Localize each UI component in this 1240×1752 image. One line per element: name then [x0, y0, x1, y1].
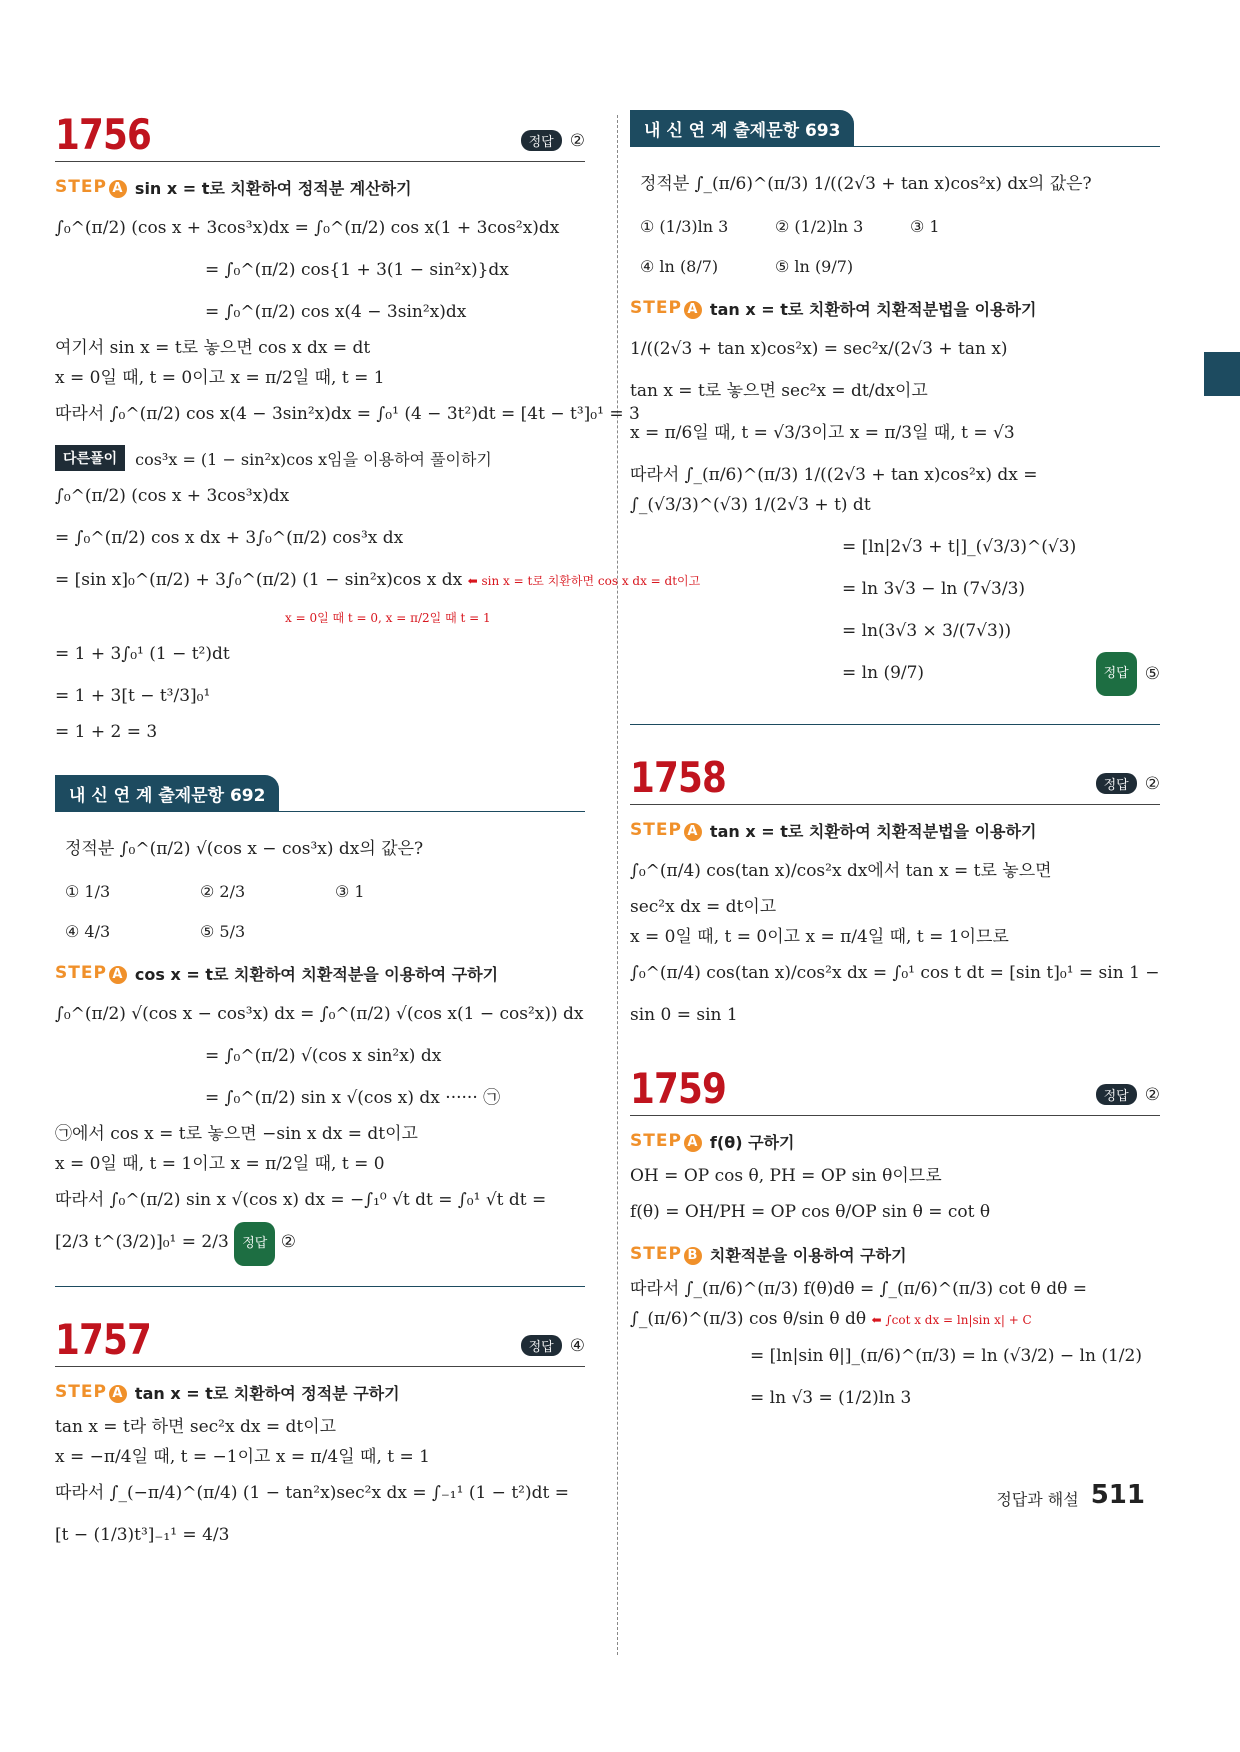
solution-line: x = −π/4일 때, t = −1이고 x = π/4일 때, t = 1 [55, 1447, 430, 1467]
answer-value: ② [1144, 1084, 1160, 1105]
solution-line: sec²x dx = dt이고 [630, 897, 777, 917]
solution-line: 따라서 ∫₀^(π/2) sin x √(cos x) dx = −∫₁⁰ √t dt = ∫₀¹ √t dt = [2/3 t^(3/2)]₀¹ = 2/3 정답 ② [55, 1179, 585, 1266]
answer-badge: 정답 [234, 1222, 275, 1266]
choice: ③ 1 [910, 217, 940, 236]
solution-line: tan x = t로 놓으면 sec²x = dt/dx이고 [630, 381, 928, 401]
step-a [55, 1381, 585, 1404]
answer-badge: 정답 [1096, 652, 1137, 696]
solution-line: = ∫₀^(π/2) cos x(4 − 3sin²x)dx [205, 302, 467, 322]
solution-line: ∫₀^(π/4) cos(tan x)/cos²x dx = ∫₀¹ cos t dt = [sin t]₀¹ = sin 1 − sin 0 = sin 1 [630, 963, 1160, 1025]
solution-line: ∫₀^(π/2) √(cos x − cos³x) dx = ∫₀^(π/2) √(cos x(1 − cos²x)) dx [55, 1004, 584, 1024]
problem-number: 1756 [55, 110, 151, 159]
related-tab: 내 신 연 계 출제문항 693 [630, 110, 854, 147]
solution-line: = ∫₀^(π/2) sin x √(cos x) dx ······ ㉠ [205, 1088, 501, 1108]
choice: ④ ln (8/7) [640, 257, 719, 276]
problem-1758-header [630, 753, 1160, 805]
choices [55, 872, 585, 952]
answer-marker [1096, 652, 1160, 696]
answer-marker [521, 130, 585, 151]
solution-line: = ln (9/7) 정답 ⑤ [630, 652, 1160, 704]
alt-line: = 1 + 2 = 3 [55, 722, 158, 742]
step-text: tan x = t로 치환하여 치환적분법을 이용하기 [709, 822, 1037, 841]
choice: ① 1/3 [65, 882, 111, 901]
related-tab: 내 신 연 계 출제문항 692 [55, 775, 279, 812]
choice: ② (1/2)ln 3 [775, 217, 864, 236]
answer-value: ② [280, 1232, 296, 1252]
choice: ② 2/3 [200, 882, 246, 901]
page-number: 511 [1090, 1480, 1145, 1510]
step-label: STEP A [630, 298, 702, 319]
problem-number: 1759 [630, 1064, 726, 1113]
step-text: sin x = t로 치환하여 정적분 계산하기 [134, 179, 412, 198]
step-label: STEP A [55, 1382, 127, 1403]
answer-marker [521, 1335, 585, 1356]
step-label: STEP A [630, 1131, 702, 1152]
side-note: ⬅ sin x = t로 치환하면 cos x dx = dt이고 [467, 574, 701, 588]
step-label: STEP A [55, 963, 127, 984]
solution-line: ㉠에서 cos x = t로 놓으면 −sin x dx = dt이고 [55, 1124, 418, 1144]
side-tab [1204, 352, 1240, 396]
answer-value: ② [1144, 773, 1160, 794]
solution-line: 따라서 ∫₀^(π/2) cos x(4 − 3sin²x)dx = ∫₀¹ (4 − 3t²)dt = [4t − t³]₀¹ = 3 [55, 404, 640, 424]
step-label: STEP B [630, 1244, 702, 1265]
solution-line: = ∫₀^(π/2) √(cos x sin²x) dx [205, 1046, 442, 1066]
step-a [630, 819, 1160, 842]
choice: ① (1/3)ln 3 [640, 217, 729, 236]
solution-line: = ln √3 = (1/2)ln 3 [750, 1388, 912, 1408]
alt-text: cos³x = (1 − sin²x)cos x임을 이용하여 풀이하기 [135, 449, 492, 469]
solution-line: f(θ) = OH/PH = OP cos θ/OP sin θ = cot θ [630, 1202, 991, 1222]
alt-line: ∫₀^(π/2) (cos x + 3cos³x)dx [55, 486, 290, 506]
step-text: cos x = t로 치환하여 치환적분을 이용하여 구하기 [134, 965, 499, 984]
solution-line: = ∫₀^(π/2) cos{1 + 3(1 − sin²x)}dx [205, 260, 509, 280]
solution-line: x = 0일 때, t = 1이고 x = π/2일 때, t = 0 [55, 1154, 385, 1174]
side-note: x = 0일 때 t = 0, x = π/2일 때 t = 1 [285, 611, 491, 625]
choice: ⑤ 5/3 [200, 922, 246, 941]
answer-badge: 정답 [521, 130, 562, 151]
answer-badge: 정답 [521, 1335, 562, 1356]
answer-value: ② [569, 130, 585, 151]
problem-number: 1758 [630, 753, 726, 802]
solution-line: 여기서 sin x = t로 놓으면 cos x dx = dt [55, 338, 371, 358]
step-text: 치환적분을 이용하여 구하기 [709, 1246, 907, 1265]
step-b [630, 1243, 1160, 1266]
related-problem-692-header [55, 775, 585, 812]
solution-line: = [ln|sin θ|]_(π/6)^(π/3) = ln (√3/2) − ln (1/2) [750, 1346, 1142, 1366]
solution-line: x = π/6일 때, t = √3/3이고 x = π/3일 때, t = √3 [630, 423, 1015, 443]
answer-marker [1096, 1084, 1160, 1105]
solution-line: = [ln|2√3 + t|]_(√3/3)^(√3) [842, 537, 1077, 557]
alt-line: = 1 + 3∫₀¹ (1 − t²)dt [55, 644, 230, 664]
answer-value: ④ [569, 1335, 585, 1356]
solution-line: 따라서 ∫_(π/6)^(π/3) f(θ)dθ = ∫_(π/6)^(π/3) cot θ dθ = ∫_(π/6)^(π/3) cos θ/sin θ dθ ⬅ ∫cot x dx = ln|sin x| + C [630, 1279, 1087, 1329]
step-label: STEP A [55, 177, 127, 198]
solution-line: x = 0일 때, t = 0이고 x = π/2일 때, t = 1 [55, 368, 385, 388]
question: 정적분 ∫_(π/6)^(π/3) 1/((2√3 + tan x)cos²x) dx의 값은? [640, 174, 1092, 194]
solution-line: x = 0일 때, t = 0이고 x = π/4일 때, t = 1이므로 [630, 927, 1009, 947]
choice: ⑤ ln (9/7) [775, 257, 854, 276]
choices [630, 207, 1160, 287]
solution-line: = ln 3√3 − ln (7√3/3) [842, 579, 1026, 599]
solution-line: = ln(3√3 × 3/(7√3)) [842, 621, 1012, 641]
column-divider [617, 115, 618, 1655]
choice: ④ 4/3 [65, 922, 111, 941]
page-footer [996, 1480, 1145, 1510]
choice: ③ 1 [335, 882, 365, 901]
solution-line: 따라서 ∫_(−π/4)^(π/4) (1 − tan²x)sec²x dx = ∫₋₁¹ (1 − t²)dt = [t − (1/3)t³]₋₁¹ = 4/3 [55, 1483, 569, 1545]
solution-line: ∫₀^(π/4) cos(tan x)/cos²x dx에서 tan x = t로 놓으면 [630, 861, 1052, 881]
step-text: tan x = t로 치환하여 정적분 구하기 [134, 1384, 400, 1403]
solution-line: 1/((2√3 + tan x)cos²x) = sec²x/(2√3 + tan x) [630, 339, 1008, 359]
alt-badge: 다른풀이 [55, 445, 125, 471]
step-a [55, 176, 585, 199]
alt-line: = 1 + 3[t − t³/3]₀¹ [55, 686, 211, 706]
right-column [630, 110, 1160, 1419]
step-text: f(θ) 구하기 [709, 1133, 795, 1152]
solution-line: ∫₀^(π/2) (cos x + 3cos³x)dx = ∫₀^(π/2) cos x(1 + 3cos²x)dx [55, 218, 560, 238]
solution-line: tan x = t라 하면 sec²x dx = dt이고 [55, 1417, 337, 1437]
question: 정적분 ∫₀^(π/2) √(cos x − cos³x) dx의 값은? [65, 839, 424, 859]
problem-1757-header [55, 1315, 585, 1367]
step-text: tan x = t로 치환하여 치환적분법을 이용하기 [709, 300, 1037, 319]
related-problem-693-header [630, 110, 1160, 147]
step-a [55, 962, 585, 985]
step-a [630, 1130, 1160, 1153]
side-note: ⬅ ∫cot x dx = ln|sin x| + C [871, 1313, 1032, 1327]
answer-value: ⑤ [1144, 664, 1160, 684]
answer-badge: 정답 [1096, 1084, 1137, 1105]
problem-1759-header [630, 1064, 1160, 1116]
alternative-solution-header [55, 445, 585, 471]
note-line [55, 602, 585, 633]
answer-marker [1096, 773, 1160, 794]
footer-label: 정답과 해설 [996, 1490, 1079, 1509]
alt-line: = ∫₀^(π/2) cos x dx + 3∫₀^(π/2) cos³x dx [55, 528, 404, 548]
solution-line: OH = OP cos θ, PH = OP sin θ이므로 [630, 1166, 942, 1186]
answer-badge: 정답 [1096, 773, 1137, 794]
problem-number: 1757 [55, 1315, 151, 1364]
problem-1756-header [55, 110, 585, 162]
step-a [630, 297, 1160, 320]
step-label: STEP A [630, 820, 702, 841]
alt-line: = [sin x]₀^(π/2) + 3∫₀^(π/2) (1 − sin²x)cos x dx ⬅ sin x = t로 치환하면 cos x dx = dt이고 [55, 570, 701, 590]
solution-line: 따라서 ∫_(π/6)^(π/3) 1/((2√3 + tan x)cos²x) dx = ∫_(√3/3)^(√3) 1/(2√3 + t) dt [630, 465, 1038, 515]
